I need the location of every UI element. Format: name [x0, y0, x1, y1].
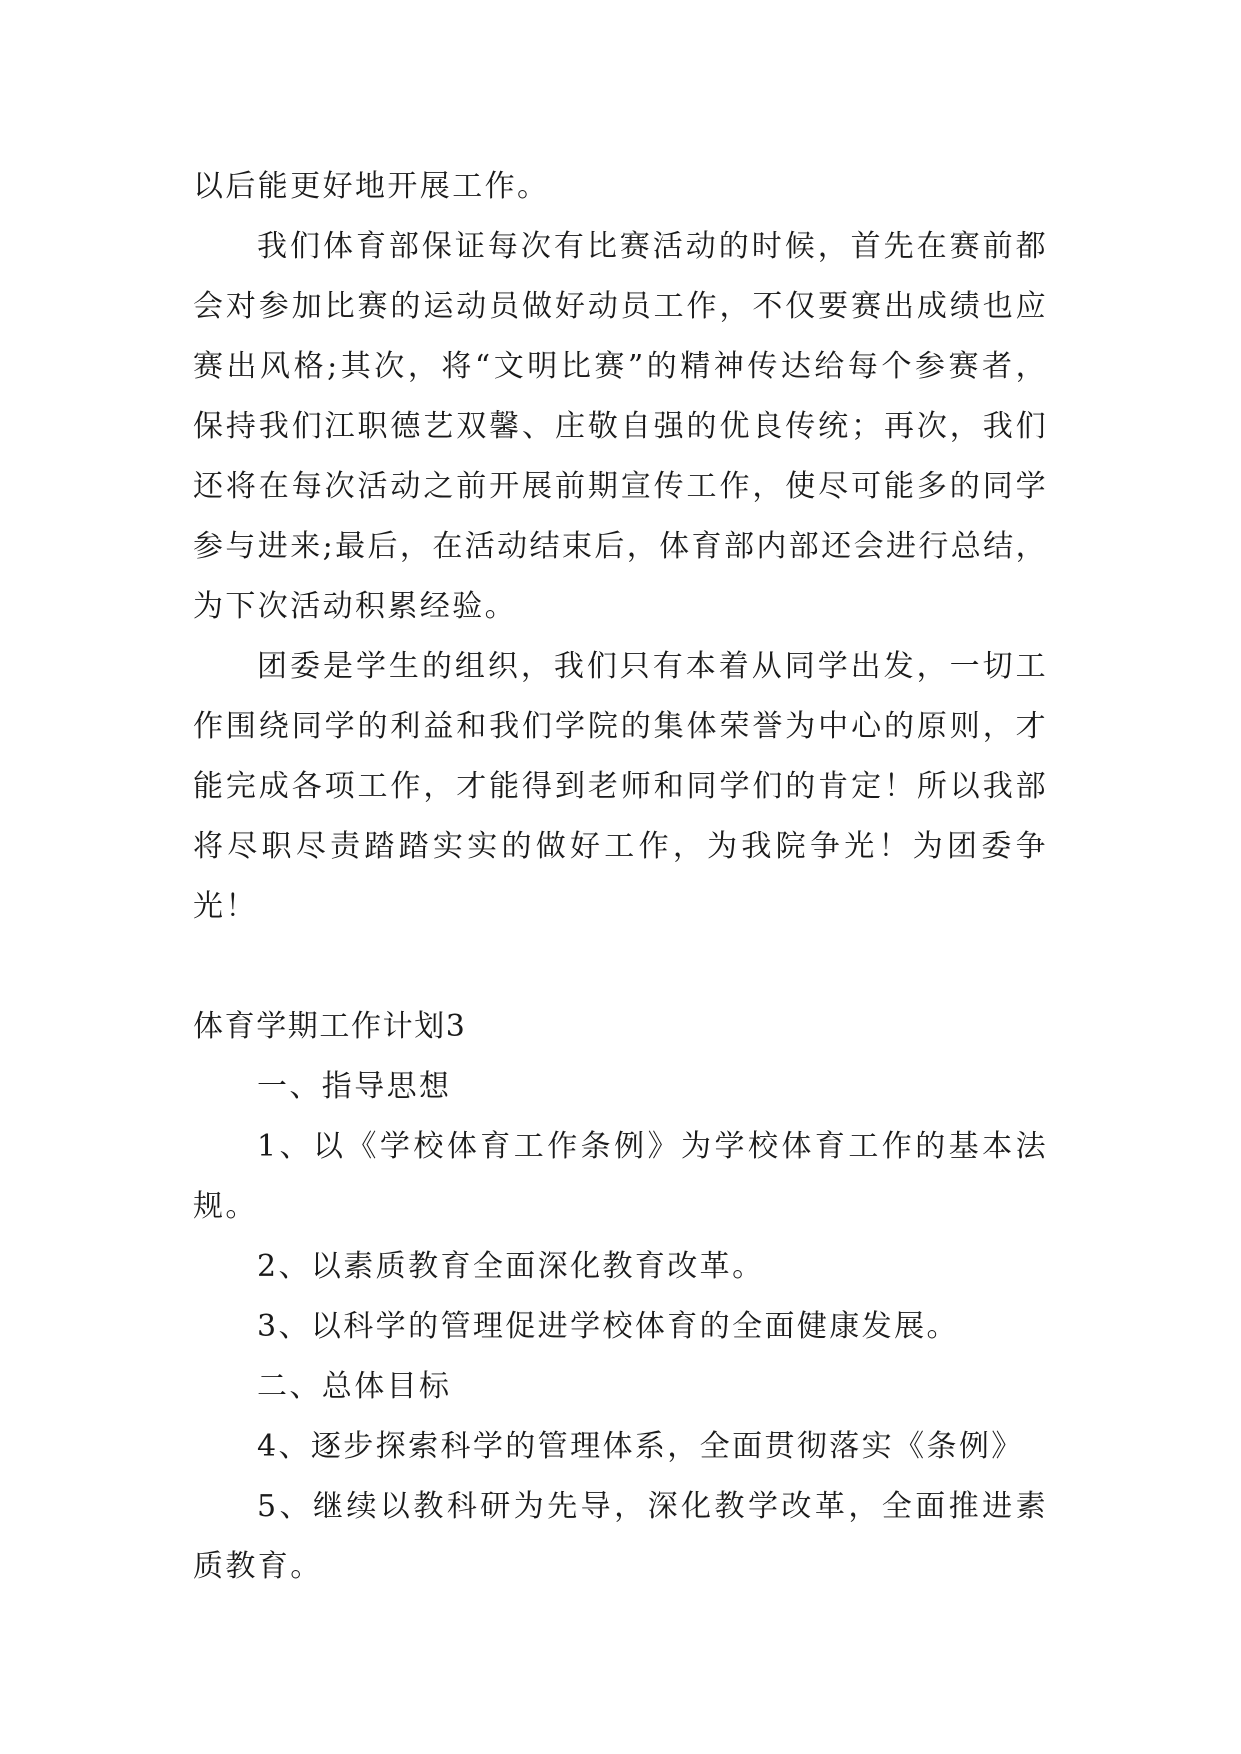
- list-item-1: 1、以《学校体育工作条例》为学校体育工作的基本法规。: [193, 1129, 1048, 1224]
- paragraph-continuation: 以后能更好地开展工作。: [193, 169, 550, 204]
- list-item-3: 3、以科学的管理促进学校体育的全面健康发展。: [257, 1309, 959, 1344]
- list-item-2: 2、以素质教育全面深化教育改革。: [257, 1249, 765, 1284]
- paragraph-sports-dept: 我们体育部保证每次有比赛活动的时候，首先在赛前都会对参加比赛的运动员做好动员工作，不仅要赛出成绩也应赛出风格;其次，将“文明比赛”的精神传达给每个参赛者，保持我们江职德艺双馨、庄敬自强的优良传统；再次，我们还将在每次活动之前开展前期宣传工作，使尽可能多的同学参与进来;最后，在活动结束后，体育部内部还会进行总结，为下次活动积累经验。: [193, 229, 1048, 624]
- list-item-4: 4、逐步探索科学的管理体系，全面贯彻落实《条例》: [257, 1429, 1024, 1464]
- paragraph-youth-league: 团委是学生的组织，我们只有本着从同学出发，一切工作围绕同学的利益和我们学院的集体荣誉为中心的原则，才能完成各项工作，才能得到老师和同学们的肯定！所以我部将尽职尽责踏踏实实的做好工作，为我院争光！为团委争光！: [193, 649, 1048, 924]
- document-body: [193, 157, 1048, 1597]
- list-item-5: 5、继续以教科研为先导，深化教学改革，全面推进素质教育。: [193, 1489, 1048, 1584]
- list-item-guiding-heading: 一、指导思想: [257, 1069, 452, 1104]
- list-item-goal-heading: 二、总体目标: [257, 1369, 452, 1404]
- section-title: 体育学期工作计划3: [193, 1009, 467, 1044]
